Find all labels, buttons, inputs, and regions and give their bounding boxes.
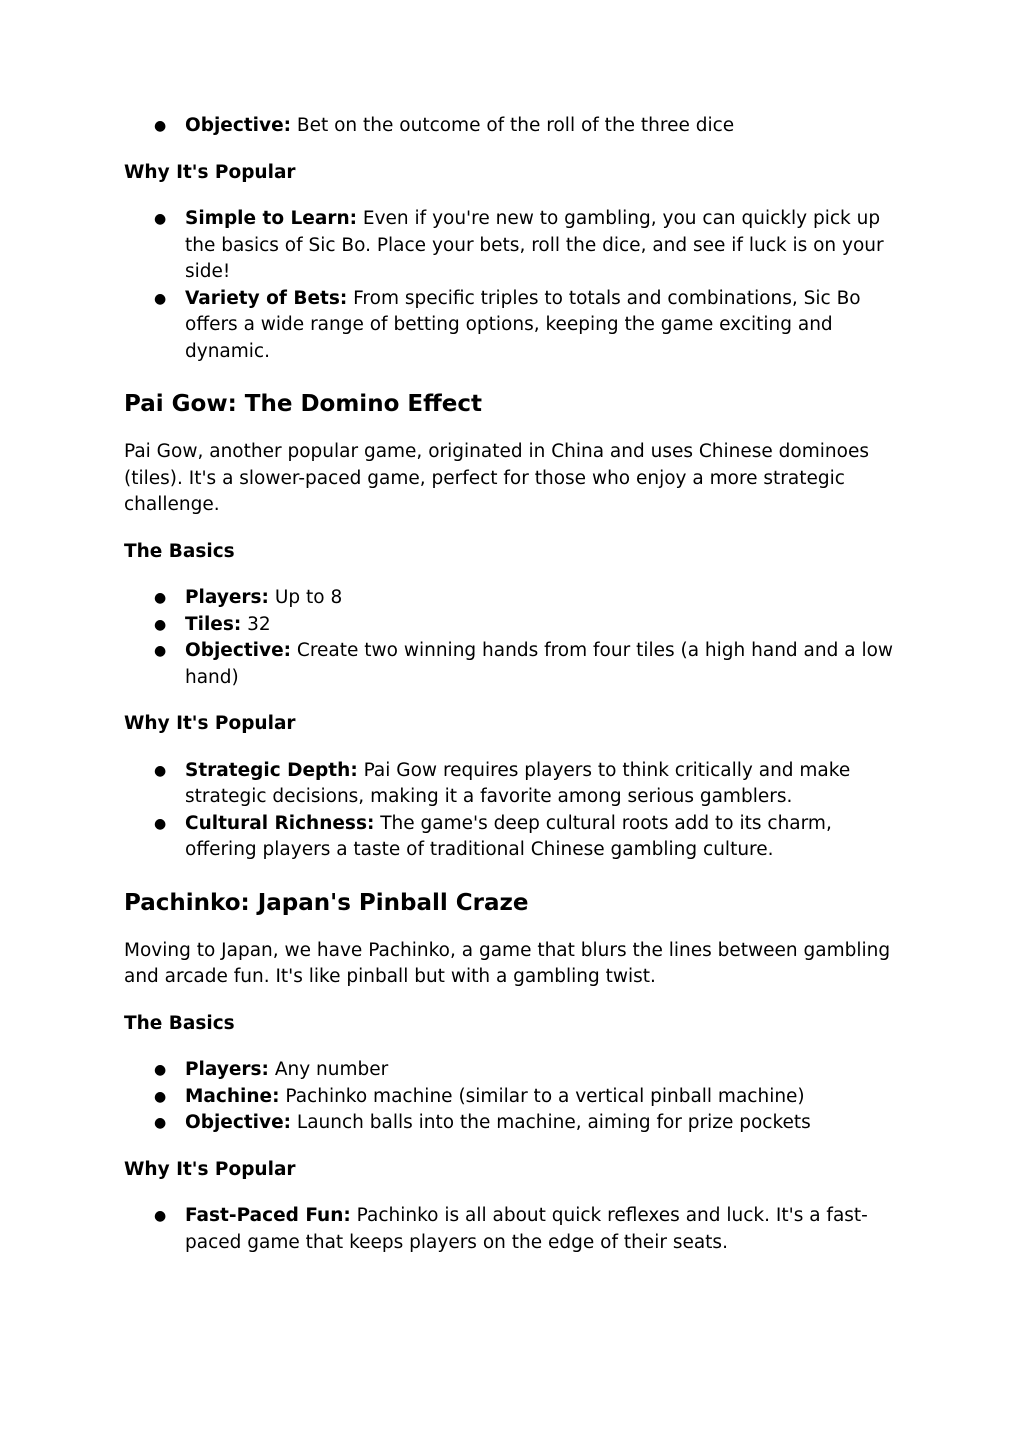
paigow-basics-heading: The Basics [124,540,235,562]
list-item-text: 32 [241,613,271,635]
list-item-term: Simple to Learn: [185,208,358,229]
bullet-icon: ● [154,1115,167,1131]
pachinko-basics-list [124,1057,904,1137]
list-item [124,286,904,366]
pachinko-popular-heading: Why It's Popular [124,1158,296,1180]
bullet-icon: ● [154,815,167,832]
list-item-term: Cultural Richness: [185,812,375,834]
pachinko-popular-list [124,1203,904,1256]
list-item [124,1084,904,1111]
paigow-popular-heading: Why It's Popular [124,713,296,734]
bullet-icon: ● [154,211,167,227]
paigow-section-title: Pai Gow: The Domino Effect [124,391,482,417]
list-item-text: Even if you're new to gambling, you can quickly pick up the basics of Sic Bo. Place your bets, roll the dice, and see if luck is on your side! [185,208,884,282]
list-item [124,206,904,286]
list-item-text: Launch balls into the machine, aiming for prize pockets [291,1112,811,1133]
list-item [124,1203,904,1256]
list-item [124,612,904,639]
list-item-term: Fast-Paced Fun: [185,1205,351,1226]
list-item [124,113,904,140]
list-item-text: The game's deep cultural roots add to its charm, offering players a taste of traditional Chinese gambling culture. [185,812,832,860]
list-item [124,585,904,612]
sicbo-basics-list [124,113,904,140]
sicbo-popular-list [124,206,904,365]
list-item-term: Players: [185,587,269,608]
bullet-icon: ● [154,1208,167,1224]
bullet-icon: ● [154,762,167,779]
list-item-term: Tiles: [185,613,242,635]
list-item [124,1057,904,1084]
bullet-icon: ● [154,643,167,659]
list-item-term: Objective: [185,640,292,661]
list-item-text: Bet on the outcome of the roll of the three dice [291,115,735,136]
list-item-text: Pachinko machine (similar to a vertical pinball machine) [279,1085,805,1107]
bullet-icon: ● [154,590,167,606]
bullet-icon: ● [154,118,167,134]
sicbo-popular-heading: Why It's Popular [124,161,296,183]
list-item [124,1110,904,1137]
list-item-term: Objective: [185,1112,292,1133]
list-item-term: Strategic Depth: [185,759,358,781]
bullet-icon: ● [154,1062,167,1078]
document-page [124,113,904,1256]
pachinko-intro-paragraph: Moving to Japan, we have Pachinko, a game that blurs the lines between gambling and arcade fun. It's like pinball but with a gambling twist. [124,939,891,987]
list-item-term: Players: [185,1059,269,1080]
list-item [124,638,904,691]
list-item-text: Any number [268,1059,389,1080]
bullet-icon: ● [154,616,167,633]
list-item [124,811,904,864]
pachinko-basics-heading: The Basics [124,1012,235,1034]
list-item-text: From specific triples to totals and combinations, Sic Bo offers a wide range of betting options, keeping the game exciting and dynamic. [185,287,861,362]
list-item [124,758,904,811]
list-item-text: Pai Gow requires players to think critically and make strategic decisions, making it a favorite among serious gamblers. [185,759,851,807]
list-item-term: Machine: [185,1085,280,1107]
paigow-popular-list [124,758,904,864]
list-item-term: Variety of Bets: [185,287,348,309]
list-item-text: Up to 8 [268,587,343,608]
paigow-basics-list [124,585,904,691]
list-item-term: Objective: [185,115,292,136]
list-item-text: Create two winning hands from four tiles (a high hand and a low hand) [185,640,894,688]
bullet-icon: ● [154,1088,167,1105]
list-item-text: Pachinko is all about quick reflexes and luck. It's a fast-paced game that keeps players on the edge of their seats. [185,1205,868,1253]
paigow-intro-paragraph: Pai Gow, another popular game, originated in China and uses Chinese dominoes (tiles). It's a slower-paced game, perfect for those who enjoy a more strategic challenge. [124,441,869,515]
pachinko-section-title: Pachinko: Japan's Pinball Craze [124,889,529,916]
bullet-icon: ● [154,290,167,307]
